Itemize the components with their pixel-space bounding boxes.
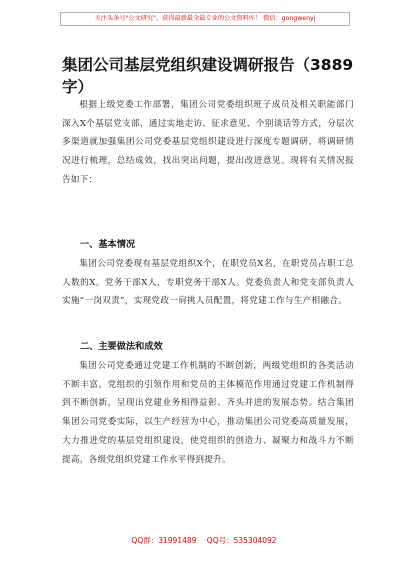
qq-group-text: QQ群：31991489 (131, 536, 197, 545)
promo-banner: 关注头条号"公文研究"，获得最新最全最专业的公文资料库！ 微信：gongwenyj (60, 12, 350, 26)
contact-footer (0, 534, 408, 548)
section-body-basic: 集团公司党委现有基层党组织X个，在职党员X名，在职党员占职工总人数的X。党务干部X人，专职党务干部X人。党委负责人和党支部负责人实施“一岗双责”，实现党政一肩挑人员配置，将党建工作与生产相融合。 (62, 259, 354, 307)
section-heading-basic: 一、基本情况 (80, 239, 136, 250)
section-heading-measures: 二、主要做法和成效 (80, 341, 163, 352)
document-title: 集团公司基层党组织建设调研报告（3889字） (62, 56, 354, 96)
intro-paragraph: 根据上级党委工作部署，集团公司党委组织班子成员及相关职能部门深入X个基层党支部，通过实地走访、征求意见、个别谈话等方式，分层次多渠道就加强集团公司党委基层党组织建设进行深度专题调研，将调研情况进行梳理，总结成效，找出突出问题，提出改进意见。现将有关情况报告如下： (62, 100, 354, 185)
section-body-measures: 集团公司党委通过党建工作机制的不断创新，两级党组织的各类活动不断丰富，党组织的引领作用和党员的主体模范作用通过党建工作机制得到不断创新，呈现出党建业务相得益彰、齐头并进的发展态势。结合集团集团公司党委实际，以生产经营为中心，推动集团公司党委高质量发展，大力推进党的基层党组织建设，使党组织的创造力、凝聚力和战斗力不断提高，各级党组织党建工作水平得到提升。 (62, 361, 354, 465)
qq-number-text: QQ号：535304092 (206, 536, 277, 545)
